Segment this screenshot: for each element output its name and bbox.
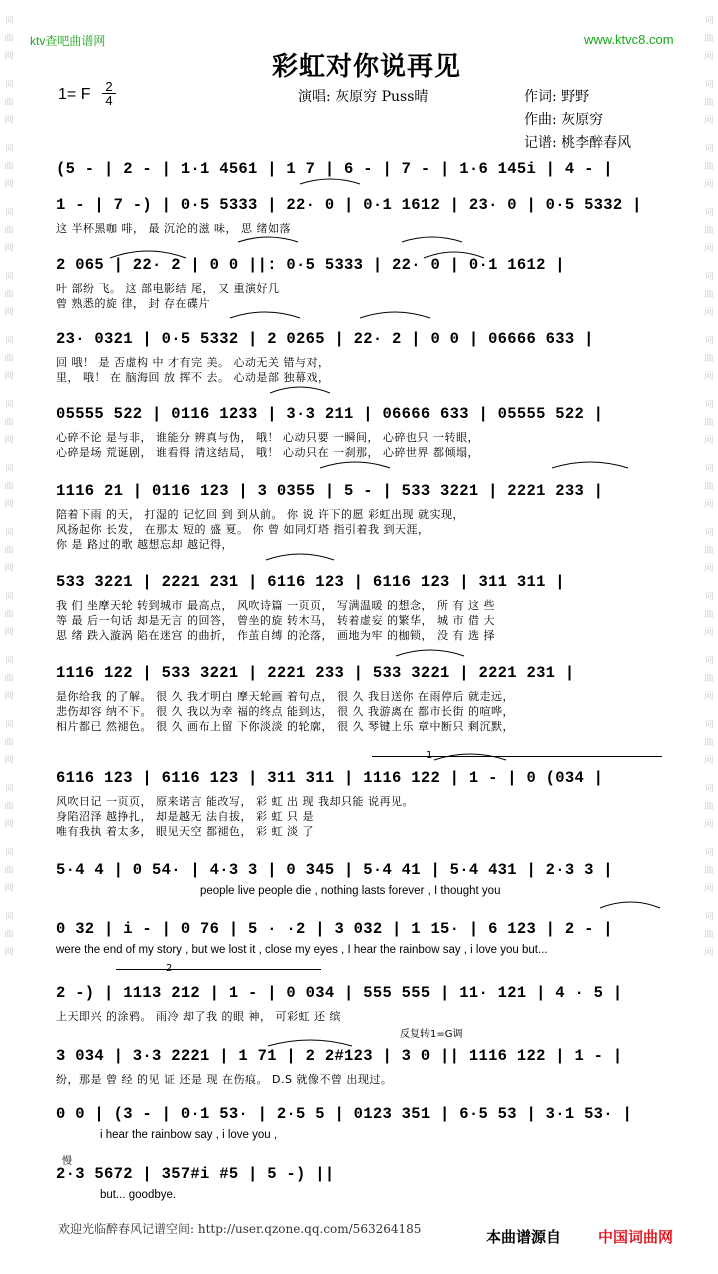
watermark-char: 网 <box>704 948 714 958</box>
watermark-char: 曲 <box>704 418 714 428</box>
key-signature: 1= F <box>58 86 91 103</box>
key-change-note: 反复转1=G调 <box>400 1029 463 1040</box>
site-url-right: www.ktvc8.com <box>584 32 674 47</box>
watermark-char: 网 <box>4 436 14 446</box>
footer-welcome: 欢迎光临醉春风记谱空间: http://user.qzone.qq.com/563264185 <box>58 1222 422 1236</box>
watermark-char: 网 <box>704 692 714 702</box>
watermark-char: 曲 <box>704 354 714 364</box>
watermark-char: 曲 <box>704 866 714 876</box>
watermark-char: 网 <box>4 628 14 638</box>
watermark-char: 曲 <box>4 738 14 748</box>
notation-row: 23· 0321 | 0·5 5332 | 2 0265 | 22· 2 | 0 0 | 06666 633 | <box>56 330 594 348</box>
watermark-char: 曲 <box>4 354 14 364</box>
watermark-char: 曲 <box>704 674 714 684</box>
lyric-line: people live people die , nothing lasts forever , I thought you <box>200 885 501 897</box>
lyric-line: 唯有我执 着太多， 眼见天空 都褪色， 彩 虹 淡 了 <box>56 825 314 838</box>
footer-source: 本曲谱源自 <box>486 1228 562 1246</box>
notation-row: 1 - | 7 -) | 0·5 5333 | 22· 0 | 0·1 1612 | 23· 0 | 0·5 5332 | <box>56 196 642 214</box>
time-signature: 2 4 <box>102 80 116 107</box>
watermark-char: 网 <box>704 116 714 126</box>
lyric-line: 叶 部纷 飞。 这 部电影结 尾， 又 重演好几 <box>56 282 280 295</box>
watermark-char: 词 <box>4 80 14 90</box>
watermark-char: 网 <box>704 756 714 766</box>
watermark-char: 网 <box>4 692 14 702</box>
volta-1-marker: 1 <box>426 750 433 761</box>
watermark-char: 曲 <box>704 802 714 812</box>
watermark-char: 网 <box>704 628 714 638</box>
site-name-left: ktv查吧曲谱网 <box>30 34 106 48</box>
song-title: 彩虹对你说再见 <box>272 52 462 82</box>
watermark-char: 曲 <box>4 546 14 556</box>
notation-row: (5 - | 2 - | 1·1 4561 | 1 7 | 6 - | 7 - | 1·6 145i | 4 - | <box>56 160 613 178</box>
watermark-char: 词 <box>4 720 14 730</box>
lyric-line: i hear the rainbow say , i love you , <box>100 1129 278 1141</box>
lyric-line: 相片都已 然褪色。 很 久 画布上留 下你淡淡 的轮廓， 很 久 琴键上乐 章中断只 剩沉默， <box>56 720 514 733</box>
lyric-line: but... goodbye. <box>100 1189 177 1201</box>
watermark-char: 曲 <box>4 290 14 300</box>
notation-row: 0 32 | i - | 0 76 | 5 · ·2 | 3 032 | 1 15· | 6 123 | 2 - | <box>56 920 613 938</box>
watermark-char: 网 <box>4 372 14 382</box>
watermark-char: 词 <box>4 464 14 474</box>
watermark-char: 词 <box>704 336 714 346</box>
watermark-char: 网 <box>704 52 714 62</box>
watermark-char: 网 <box>4 756 14 766</box>
watermark-char: 曲 <box>4 610 14 620</box>
watermark-char: 曲 <box>704 226 714 236</box>
watermark-char: 词 <box>704 528 714 538</box>
grace-marker: 慢 <box>62 1156 72 1167</box>
watermark-char: 词 <box>4 208 14 218</box>
lyric-line: 里， 哦！ 在 脑海回 放 挥不 去。 心动是部 独幕戏， <box>56 371 330 384</box>
notation-row: 6116 123 | 6116 123 | 311 311 | 1116 122 | 1 - | 0 (034 | <box>56 769 604 787</box>
watermark-char: 词 <box>4 336 14 346</box>
watermark-char: 网 <box>4 244 14 254</box>
watermark-char: 词 <box>704 912 714 922</box>
notation-row: 2 065 | 22· 2 | 0 0 ||: 0·5 5333 | 22· 0 | 0·1 1612 | <box>56 256 565 274</box>
lyric-line: 上天即兴 的涂鸦。 雨冷 却了我 的眼 神， 可彩虹 还 缤 <box>56 1010 341 1023</box>
watermark-char: 曲 <box>4 226 14 236</box>
watermark-char: 曲 <box>4 802 14 812</box>
watermark-char: 网 <box>704 500 714 510</box>
singer-credit: 演唱: 灰原穷 Puss晴 <box>298 89 429 105</box>
watermark-char: 词 <box>704 208 714 218</box>
lyric-line: 风吹日记 一页页， 原来诺言 能改写， 彩 虹 出 现 我却只能 说再见。 <box>56 795 414 808</box>
watermark-char: 网 <box>4 884 14 894</box>
watermark-char: 网 <box>4 52 14 62</box>
lyricist-credit: 作词: 野野 <box>524 89 590 105</box>
watermark-char: 曲 <box>704 98 714 108</box>
lyric-line: 回 哦！ 是 否虚构 中 才有完 美。 心动无关 错与对， <box>56 356 330 369</box>
watermark-char: 曲 <box>704 930 714 940</box>
watermark-char: 网 <box>4 820 14 830</box>
watermark-char: 曲 <box>704 738 714 748</box>
notation-row: 533 3221 | 2221 231 | 6116 123 | 6116 123 | 311 311 | <box>56 573 565 591</box>
watermark-char: 词 <box>704 400 714 410</box>
footer-brand: 中国词曲网 <box>598 1228 674 1246</box>
watermark-char: 网 <box>4 948 14 958</box>
watermark-char: 词 <box>704 144 714 154</box>
watermark-char: 网 <box>704 244 714 254</box>
volta-2-marker: 2 <box>166 963 173 974</box>
watermark-char: 词 <box>704 848 714 858</box>
notation-row: 1116 21 | 0116 123 | 3 0355 | 5 - | 533 3221 | 2221 233 | <box>56 482 604 500</box>
notation-row: 2·3 5672 | 357#i #5 | 5 -) || <box>56 1165 335 1183</box>
notation-row: 3 034 | 3·3 2221 | 1 71 | 2 2#123 | 3 0 || 1116 122 | 1 - | <box>56 1047 623 1065</box>
lyric-line: 我 们 坐摩天轮 转到城市 最高点， 风吹诗篇 一页页， 写满温暖 的想念， 所 有 这 些 <box>56 599 495 612</box>
lyric-line: 风扬起你 长发， 在那太 短的 盛 夏。 你 曾 如同灯塔 指引着我 到天涯， <box>56 523 430 536</box>
watermark-char: 曲 <box>4 162 14 172</box>
watermark-char: 词 <box>4 400 14 410</box>
watermark-char: 曲 <box>4 930 14 940</box>
lyric-line: 你 是 路过的歌 越想忘却 越记得， <box>56 538 233 551</box>
lyric-line: 身陷沼泽 越挣扎， 却是越无 法自拔， 彩 虹 只 是 <box>56 810 314 823</box>
watermark-char: 曲 <box>704 34 714 44</box>
notation-row: 0 0 | (3 - | 0·1 53· | 2·5 5 | 0123 351 | 6·5 53 | 3·1 53· | <box>56 1105 633 1123</box>
transcriber-credit: 记谱: 桃李醉春风 <box>524 135 632 151</box>
watermark-char: 网 <box>4 500 14 510</box>
watermark-char: 网 <box>704 180 714 190</box>
notation-row: 1116 122 | 533 3221 | 2221 233 | 533 3221 | 2221 231 | <box>56 664 575 682</box>
watermark-char: 词 <box>4 656 14 666</box>
watermark-char: 词 <box>704 592 714 602</box>
lyric-line: 等 最 后一句话 却是无言 的回答， 曾坐的旋 转木马， 转着虚妄 的繁华， 城 市 借 大 <box>56 614 495 627</box>
watermark-char: 曲 <box>704 546 714 556</box>
watermark-char: 曲 <box>4 34 14 44</box>
lyric-line: 是你给我 的了解。 很 久 我才明白 摩天轮画 着句点， 很 久 我目送你 在雨停后 就走远， <box>56 690 514 703</box>
watermark-char: 网 <box>704 884 714 894</box>
watermark-char: 词 <box>704 16 714 26</box>
watermark-char: 词 <box>4 592 14 602</box>
lyric-line: 陪着下雨 的天， 打湿的 记忆回 到 到从前。 你 说 许下的愿 彩虹出现 就实现， <box>56 508 464 521</box>
watermark-char: 网 <box>704 436 714 446</box>
watermark-char: 词 <box>704 720 714 730</box>
composer-credit: 作曲: 灰原穷 <box>524 112 604 128</box>
watermark-char: 词 <box>704 272 714 282</box>
watermark-char: 网 <box>4 308 14 318</box>
watermark-char: 词 <box>704 784 714 794</box>
notation-row: 2 -) | 1113 212 | 1 - | 0 034 | 555 555 | 11· 121 | 4 · 5 | <box>56 984 623 1002</box>
notation-row: 05555 522 | 0116 1233 | 3·3 211 | 06666 633 | 05555 522 | <box>56 405 604 423</box>
lyric-line: 心碎是场 荒诞剧， 谁看得 清这结局， 哦！ 心动只在 一刹那， 心碎世界 都倾塌， <box>56 446 479 459</box>
watermark-char: 网 <box>704 564 714 574</box>
watermark-char: 网 <box>4 564 14 574</box>
lyric-line: 曾 熟悉的旋 律， 封 存在碟片 <box>56 297 210 310</box>
watermark-char: 曲 <box>4 674 14 684</box>
lyric-line: 纷，那是 曾 经 的见 证 还是 现 在伤痕。 D.S 就像不曾 出现过。 <box>56 1073 393 1086</box>
watermark-char: 词 <box>4 16 14 26</box>
watermark-char: 曲 <box>4 482 14 492</box>
watermark-char: 网 <box>704 820 714 830</box>
lyric-line: 这 半杯黑咖 啡， 最 沉沦的滋 味， 思 绪如落 <box>56 222 291 235</box>
watermark-char: 词 <box>704 80 714 90</box>
watermark-char: 词 <box>704 464 714 474</box>
watermark-char: 网 <box>704 308 714 318</box>
watermark-char: 曲 <box>4 98 14 108</box>
watermark-char: 曲 <box>4 866 14 876</box>
lyric-line: 悲伤却容 纳不下。 很 久 我以为幸 福的终点 能到达， 很 久 我游离在 都市长街 的喧哗， <box>56 705 514 718</box>
watermark-char: 曲 <box>704 482 714 492</box>
watermark-char: 词 <box>4 272 14 282</box>
watermark-char: 词 <box>4 848 14 858</box>
watermark-char: 词 <box>704 656 714 666</box>
watermark-char: 词 <box>4 912 14 922</box>
watermark-char: 词 <box>4 144 14 154</box>
watermark-char: 网 <box>704 372 714 382</box>
watermark-char: 网 <box>4 116 14 126</box>
watermark-char: 曲 <box>704 610 714 620</box>
watermark-char: 曲 <box>704 162 714 172</box>
watermark-char: 词 <box>4 784 14 794</box>
watermark-char: 网 <box>4 180 14 190</box>
watermark-char: 曲 <box>704 290 714 300</box>
watermark-char: 词 <box>4 528 14 538</box>
lyric-line: 思 绪 跌入漩涡 陷在迷宫 的曲折， 作茧自缚 的沦落， 画地为牢 的枷锁， 没 有 选 择 <box>56 629 495 642</box>
notation-row: 5·4 4 | 0 54· | 4·3 3 | 0 345 | 5·4 41 | 5·4 431 | 2·3 3 | <box>56 861 613 879</box>
lyric-line: were the end of my story , but we lost it , close my eyes , I hear the rainbow say , i love you but... <box>56 944 548 956</box>
watermark-char: 曲 <box>4 418 14 428</box>
lyric-line: 心碎不论 是与非， 谁能分 辨真与伪， 哦！ 心动只要 一瞬间， 心碎也只 一转眼， <box>56 431 479 444</box>
